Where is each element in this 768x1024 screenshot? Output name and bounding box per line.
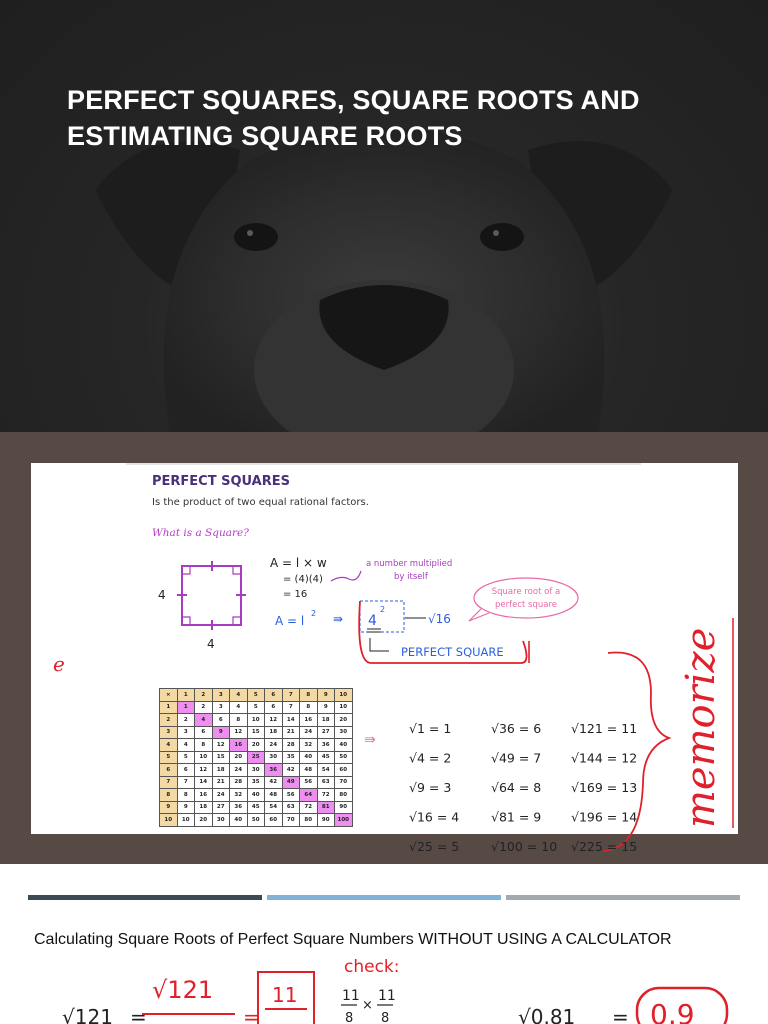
- table-row: [160, 714, 353, 727]
- square-root-entry: √4 = 2: [409, 750, 452, 766]
- table-cell: 20: [247, 739, 265, 752]
- multiplication-table: [159, 688, 353, 827]
- table-cell: 10: [335, 701, 353, 714]
- table-cell: 9: [160, 801, 178, 814]
- table-cell: 5: [247, 701, 265, 714]
- table-cell: 15: [247, 726, 265, 739]
- table-cell: 48: [300, 764, 318, 777]
- bubble-line1: Square root of a: [491, 587, 561, 597]
- calculation-heading: Calculating Square Roots of Perfect Square Numbers WITHOUT USING A CALCULATOR: [34, 931, 672, 948]
- right-answer: 0.9: [650, 998, 695, 1024]
- sqrt-sixteen: √16: [428, 612, 451, 626]
- square-root-entry: √169 = 13: [571, 780, 638, 795]
- table-row: [160, 814, 353, 827]
- square-figure: [182, 566, 241, 625]
- table-cell: 80: [335, 789, 353, 802]
- table-cell: 8: [195, 739, 213, 752]
- table-cell: 24: [230, 764, 248, 777]
- table-cell: 42: [265, 776, 283, 789]
- right-expression: √0.81: [518, 1005, 576, 1024]
- table-cell: 42: [282, 764, 300, 777]
- table-cell: 56: [282, 789, 300, 802]
- table-cell: 10: [160, 814, 178, 827]
- table-cell: 2: [195, 701, 213, 714]
- area-power-exponent: 2: [311, 609, 317, 618]
- table-cell: 9: [317, 689, 335, 702]
- table-row: [160, 789, 353, 802]
- table-cell: 4: [195, 714, 213, 727]
- square-root-entry: √100 = 10: [491, 839, 558, 854]
- table-cell: 50: [247, 814, 265, 827]
- check-label: check:: [344, 957, 400, 977]
- table-row: [160, 801, 353, 814]
- table-cell: 12: [212, 739, 230, 752]
- table-cell: 28: [230, 776, 248, 789]
- times-sign: ×: [362, 998, 373, 1013]
- area-step-1: = (4)(4): [283, 574, 323, 585]
- table-row: [160, 751, 353, 764]
- table-cell: 50: [335, 751, 353, 764]
- table-cell: 30: [335, 726, 353, 739]
- table-cell: 16: [195, 789, 213, 802]
- right-equals: =: [612, 1005, 629, 1024]
- table-cell: 8: [177, 789, 195, 802]
- table-cell: 24: [265, 739, 283, 752]
- table-cell: 30: [247, 764, 265, 777]
- table-cell: 6: [177, 764, 195, 777]
- title-line-1: PERFECT SQUARES, SQUARE ROOTS AND: [67, 85, 640, 115]
- table-cell: 8: [300, 689, 318, 702]
- square-root-entry: √225 = 15: [571, 839, 638, 854]
- table-cell: 36: [230, 801, 248, 814]
- table-cell: 36: [317, 739, 335, 752]
- table-cell: 70: [335, 776, 353, 789]
- table-cell: 2: [195, 689, 213, 702]
- calculation-drawing: [0, 864, 768, 1024]
- table-cell: 6: [195, 726, 213, 739]
- margin-mark: e: [53, 652, 65, 676]
- square-root-entry: √25 = 5: [409, 839, 460, 854]
- table-cell: 6: [212, 714, 230, 727]
- equals-sign: =: [130, 1005, 147, 1024]
- table-cell: 35: [247, 776, 265, 789]
- table-cell: 8: [160, 789, 178, 802]
- table-cell: 9: [317, 701, 335, 714]
- table-cell: 40: [247, 789, 265, 802]
- fraction-rhs-numerator: 11: [272, 983, 298, 1007]
- table-cell: 40: [230, 814, 248, 827]
- table-cell: 100: [335, 814, 353, 827]
- table-cell: 5: [160, 751, 178, 764]
- callout-multiplied-line2: by itself: [394, 572, 428, 582]
- table-cell: 36: [265, 764, 283, 777]
- table-cell: 60: [335, 764, 353, 777]
- table-cell: 14: [195, 776, 213, 789]
- red-brace: [603, 653, 669, 852]
- square-root-entry: √64 = 8: [491, 780, 542, 795]
- table-cell: 54: [265, 801, 283, 814]
- table-cell: 18: [265, 726, 283, 739]
- table-cell: 2: [160, 714, 178, 727]
- table-cell: 20: [195, 814, 213, 827]
- double-arrow-icon: ⇛: [333, 612, 344, 626]
- table-cell: 1: [160, 701, 178, 714]
- table-row: [160, 776, 353, 789]
- square-root-entry: √144 = 12: [571, 750, 638, 766]
- table-row: [160, 764, 353, 777]
- table-cell: 40: [300, 751, 318, 764]
- table-cell: 60: [265, 814, 283, 827]
- table-cell: 8: [230, 714, 248, 727]
- table-cell: 1: [177, 701, 195, 714]
- table-cell: 90: [335, 801, 353, 814]
- table-cell: 15: [212, 751, 230, 764]
- table-cell: 9: [212, 726, 230, 739]
- table-cell: 3: [212, 689, 230, 702]
- table-cell: 7: [177, 776, 195, 789]
- table-cell: 10: [335, 689, 353, 702]
- squiggle-arrow-icon: [331, 571, 361, 581]
- table-cell: 18: [195, 801, 213, 814]
- check-num-a: 11: [342, 988, 360, 1004]
- table-cell: 5: [247, 689, 265, 702]
- table-cell: 49: [282, 776, 300, 789]
- table-cell: 56: [300, 776, 318, 789]
- four-squared-base: 4: [368, 613, 377, 629]
- table-cell: 4: [160, 739, 178, 752]
- table-cell: 27: [212, 801, 230, 814]
- table-cell: 35: [282, 751, 300, 764]
- table-cell: 63: [317, 776, 335, 789]
- table-cell: 30: [212, 814, 230, 827]
- table-cell: 72: [300, 801, 318, 814]
- table-cell: 28: [282, 739, 300, 752]
- table-cell: 70: [282, 814, 300, 827]
- slide-title: [67, 82, 707, 154]
- table-cell: 25: [247, 751, 265, 764]
- table-cell: ×: [160, 689, 178, 702]
- table-cell: 1: [177, 689, 195, 702]
- area-power: A = l: [275, 614, 305, 628]
- side-label-bottom: 4: [207, 637, 215, 651]
- square-root-entry: √121 = 11: [571, 721, 638, 736]
- square-root-entry: √196 = 14: [571, 809, 638, 825]
- calculation-slide: [0, 864, 768, 1024]
- table-cell: 7: [282, 689, 300, 702]
- table-cell: 72: [317, 789, 335, 802]
- side-label-left: 4: [158, 588, 166, 602]
- table-cell: 2: [177, 714, 195, 727]
- table-cell: 21: [212, 776, 230, 789]
- dog-photo-background: [0, 0, 768, 432]
- table-cell: 4: [230, 701, 248, 714]
- notes-slide: [0, 432, 768, 864]
- table-cell: 3: [177, 726, 195, 739]
- handwritten-notes-card: [31, 463, 738, 854]
- square-root-entry: √9 = 3: [409, 780, 452, 795]
- table-cell: 12: [265, 714, 283, 727]
- table-cell: 80: [300, 814, 318, 827]
- area-formula: A = l × w: [270, 556, 327, 570]
- table-cell: 90: [317, 814, 335, 827]
- table-row: [160, 689, 353, 702]
- pink-arrow-icon: ⇛: [364, 732, 376, 748]
- check-den-a: 8: [345, 1011, 354, 1024]
- check-den-b: 8: [381, 1011, 390, 1024]
- table-cell: 18: [317, 714, 335, 727]
- table-cell: 30: [265, 751, 283, 764]
- table-row: [160, 701, 353, 714]
- table-cell: 27: [317, 726, 335, 739]
- square-root-entry: √16 = 4: [409, 809, 460, 825]
- table-cell: 24: [300, 726, 318, 739]
- speech-bubble: [474, 578, 578, 618]
- table-cell: 7: [160, 776, 178, 789]
- table-cell: 6: [160, 764, 178, 777]
- table-cell: 54: [317, 764, 335, 777]
- table-cell: 20: [230, 751, 248, 764]
- check-num-b: 11: [378, 988, 396, 1004]
- title-line-2: ESTIMATING SQUARE ROOTS: [67, 121, 463, 151]
- table-cell: 48: [265, 789, 283, 802]
- notes-drawing: [31, 463, 738, 834]
- square-root-entry: √36 = 6: [491, 721, 542, 736]
- table-cell: 8: [300, 701, 318, 714]
- table-cell: 63: [282, 801, 300, 814]
- table-cell: 45: [247, 801, 265, 814]
- table-cell: 4: [230, 689, 248, 702]
- table-cell: 64: [300, 789, 318, 802]
- table-cell: 7: [282, 701, 300, 714]
- bubble-line2: perfect square: [494, 600, 558, 610]
- table-cell: 45: [317, 751, 335, 764]
- lhs-sqrt121: √121: [62, 1005, 113, 1024]
- table-cell: 21: [282, 726, 300, 739]
- four-squared-exponent: 2: [380, 605, 386, 614]
- table-cell: 12: [230, 726, 248, 739]
- square-root-entry: √49 = 7: [491, 750, 542, 766]
- table-cell: 10: [195, 751, 213, 764]
- table-cell: 10: [247, 714, 265, 727]
- question-text: What is a Square?: [152, 527, 249, 539]
- table-cell: 40: [335, 739, 353, 752]
- square-root-entry: √81 = 9: [491, 809, 542, 825]
- table-cell: 32: [230, 789, 248, 802]
- table-cell: 24: [212, 789, 230, 802]
- fraction-numerator: √121: [152, 976, 214, 1004]
- table-cell: 9: [177, 801, 195, 814]
- perfect-square-label: PERFECT SQUARE: [401, 645, 504, 659]
- table-cell: 16: [300, 714, 318, 727]
- table-cell: 16: [230, 739, 248, 752]
- equals-sign-2: =: [243, 1005, 260, 1024]
- table-cell: 20: [335, 714, 353, 727]
- table-cell: 10: [177, 814, 195, 827]
- table-cell: 3: [160, 726, 178, 739]
- table-cell: 18: [212, 764, 230, 777]
- table-row: [160, 726, 353, 739]
- square-root-entry: √1 = 1: [409, 721, 452, 736]
- table-cell: 6: [265, 689, 283, 702]
- notes-heading: PERFECT SQUARES: [152, 474, 290, 489]
- table-cell: 12: [195, 764, 213, 777]
- table-row: [160, 739, 353, 752]
- table-cell: 81: [317, 801, 335, 814]
- table-cell: 32: [300, 739, 318, 752]
- area-step-2: = 16: [283, 589, 308, 600]
- table-cell: 5: [177, 751, 195, 764]
- table-cell: 14: [282, 714, 300, 727]
- title-slide: [0, 0, 768, 432]
- callout-multiplied-line1: a number multiplied: [366, 559, 453, 569]
- table-cell: 4: [177, 739, 195, 752]
- table-cell: 3: [212, 701, 230, 714]
- memorize-note: memorize: [678, 627, 724, 828]
- table-cell: 6: [265, 701, 283, 714]
- definition-text: Is the product of two equal rational factors.: [152, 497, 369, 508]
